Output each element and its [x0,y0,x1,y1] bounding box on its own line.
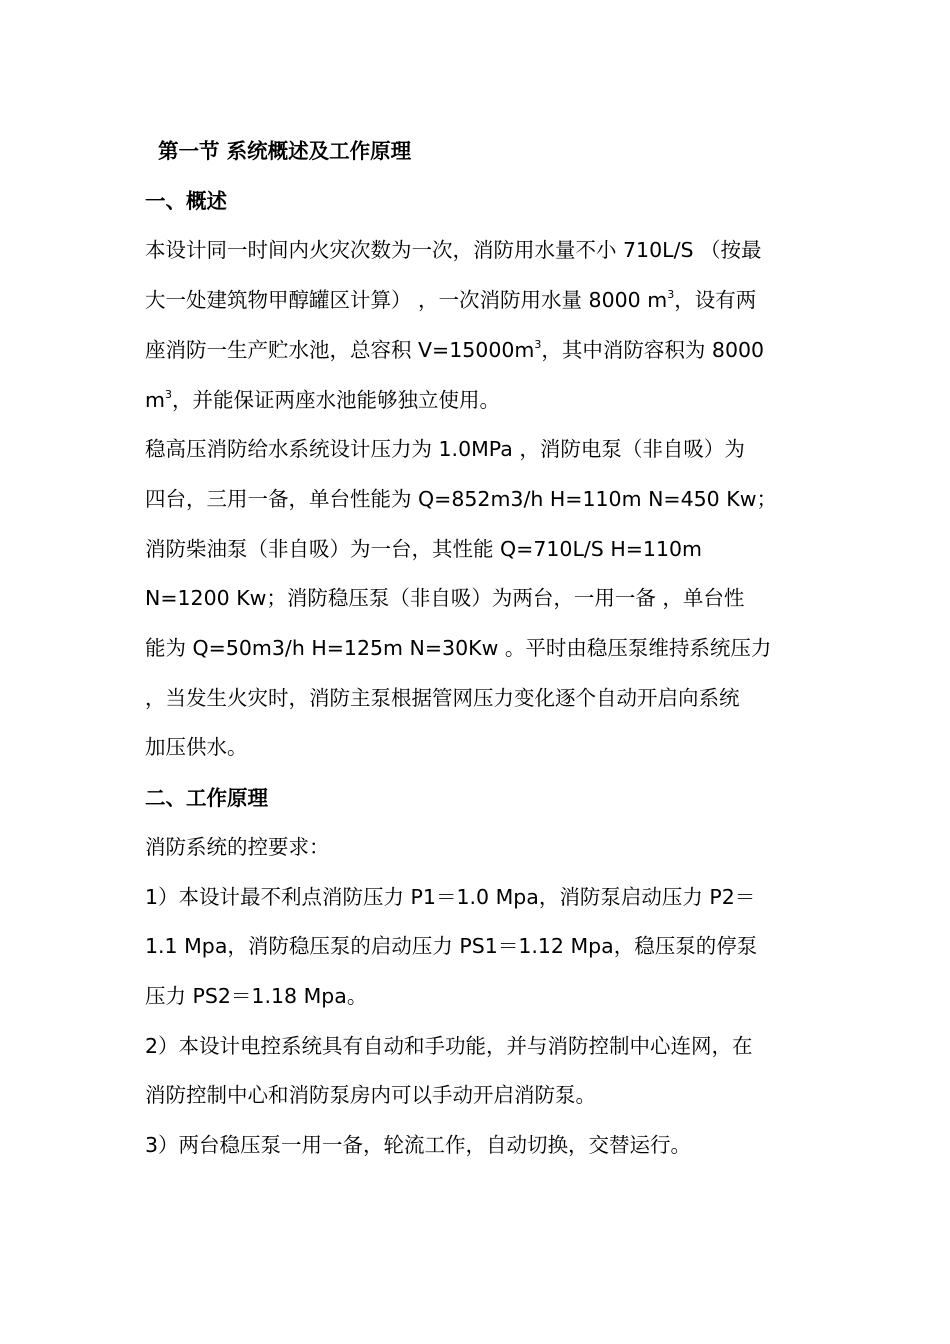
overview-p2-line-5: 能为 Q=50m3/h H=125m N=30Kw 。平时由稳压泵维持系统压力 [145,636,772,660]
overview-p1-line-1: 本设计同一时间内火灾次数为一次，消防用水量不小 710L/S （按最 [145,238,762,262]
overview-heading: 一、概述 [145,189,227,213]
overview-p2-line-2: 四台，三用一备，单台性能为 Q=852m3/h H=110m N=450 Kw； [145,487,777,511]
overview-p1-line-3-text: 座消防一生产贮水池，总容积 V=15000m [145,338,535,362]
overview-p2-line-4: N=1200 Kw；消防稳压泵（非自吸）为两台，一用一备 ，单台性 [145,586,745,610]
principle-item-1-line-1: 1）本设计最不利点消防压力 P1＝1.0 Mpa，消防泵启动压力 P2＝ [145,885,756,909]
overview-p1-line-3-tail: ，其中消防容积为 8000 [541,338,765,362]
overview-p2-line-3: 消防柴油泵（非自吸）为一台，其性能 Q=710L/S H=110m [145,537,703,561]
overview-p1-line-4-text: ，并能保证两座水池能够独立使用。 [171,388,500,412]
overview-p1-line-3 [145,336,764,364]
principle-heading: 二、工作原理 [145,786,268,810]
overview-p2-line-7: 加压供水。 [145,735,248,759]
principle-item-1-line-2: 1.1 Mpa，消防稳压泵的启动压力 PS1＝1.12 Mpa，稳压泵的停泵 [145,934,758,958]
principle-item-3: 3）两台稳压泵一用一备，轮流工作，自动切换，交替运行。 [145,1133,692,1157]
overview-p1-line-2-tail: ，设有两 [674,288,757,312]
principle-intro: 消防系统的控要求： [145,835,330,859]
overview-p2-line-1: 稳高压消防给水系统设计压力为 1.0MPa ，消防电泵（非自吸）为 [145,437,745,461]
superscript-3: 3 [164,388,172,401]
principle-item-2-line-2: 消防控制中心和消防泵房内可以手动开启消防泵。 [145,1083,596,1107]
overview-p1-line-2-text: 大一处建筑物甲醇罐区计算） ，一次消防用水量 8000 m [145,288,668,312]
overview-p2-line-6: ，当发生火灾时，消防主泵根据管网压力变化逐个自动开启向系统 [145,686,740,710]
overview-p1-line-4 [145,386,500,414]
principle-item-1-line-3: 压力 PS2＝1.18 Mpa。 [145,984,368,1008]
superscript-3: 3 [534,338,542,351]
overview-p1-line-2 [145,286,756,314]
overview-p1-line-4-unit: m [145,388,165,412]
section-title: 第一节 系统概述及工作原理 [158,139,412,163]
superscript-3: 3 [667,288,675,301]
principle-item-2-line-1: 2）本设计电控系统具有自动和手功能，并与消防控制中心连网，在 [145,1034,753,1058]
